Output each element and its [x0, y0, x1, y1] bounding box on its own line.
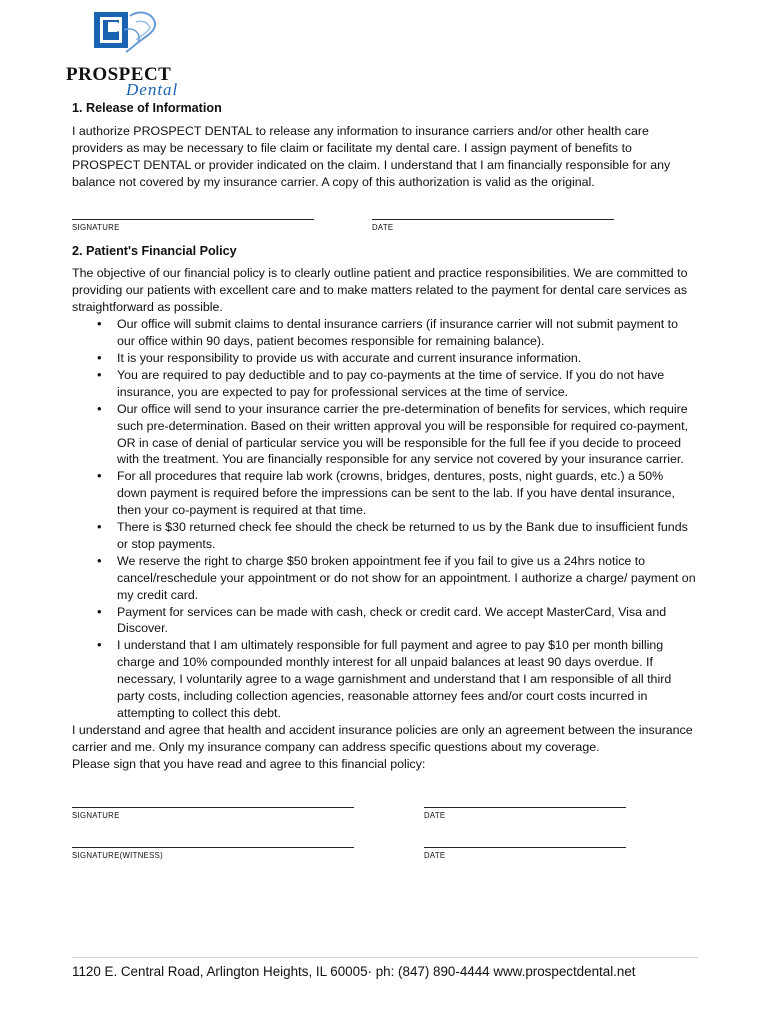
release-signature-label: SIGNATURE	[72, 222, 120, 232]
insurance-agreement-text: I understand and agree that health and accident insurance policies are only an agreement between the insurance carrier and me. Only my insurance company can address specific questions about my coverage.	[72, 722, 693, 754]
policy-bullet-list	[72, 316, 696, 722]
policy-signature-line[interactable]	[72, 795, 354, 808]
financial-policy-intro: The objective of our financial policy is to clearly outline patient and practice responsibilities. We are committed to providing our patients with excellent care and to make matters related to the payment for dental care services as straightforward as possible.	[72, 266, 688, 315]
policy-bullet: • Our office will send to your insurance carrier the pre-determination of benefits for services, which require such pre-determination. Based on their written approval you will be responsible for required co-payment, OR in case of denial of particular service you will be responsible for the full fee if you decide to proceed with the treatment. You are financially responsible for any service not covered by your insurance carrier.	[117, 401, 696, 469]
witness-date-line[interactable]	[424, 835, 626, 848]
policy-bullet: • We reserve the right to charge $50 broken appointment fee if you fail to give us a 24hrs notice to cancel/reschedule your appointment or do not show for an appointment. I authorize a charge/ payment on my credit card.	[117, 553, 696, 604]
logo-brand-subtitle: Dental	[126, 80, 179, 99]
release-signature-line[interactable]	[72, 207, 314, 220]
policy-bullet: • Our office will submit claims to dental insurance carriers (if insurance carrier will not submit payment to our office within 90 days, patient becomes responsible for remaining balance).	[117, 316, 696, 350]
release-signature-row	[72, 207, 696, 237]
footer-divider	[72, 957, 698, 958]
policy-bullet: • For all procedures that require lab work (crowns, bridges, dentures, posts, night guards, etc.) a 50% down payment is required before the impressions can be sent to the lab. If you have dental insurance, then your co-payment is required at that time.	[117, 468, 696, 519]
policy-bullet: • I understand that I am ultimately responsible for full payment and agree to pay $10 per month billing charge and 10% compounded monthly interest for all unpaid balances at least 90 days overdue. If necessary, I voluntarily agree to a wage garnishment and understand that I am responsible of all third party costs, including collection agencies, reasonable attorney fees and/or court costs incurred in attempting to collect this debt.	[117, 637, 696, 722]
policy-bullet: • It is your responsibility to provide us with accurate and current insurance information.	[117, 350, 696, 367]
release-authorization-text: I authorize PROSPECT DENTAL to release any information to insurance carriers and/or other health care providers as may be necessary to file claim or facilitate my dental care. I assign payment of benefits to PROSPECT DENTAL or provider indicated on the claim. I understand that I am financially responsible for any balance not covered by my insurance carrier. A copy of this authorization is valid as the original.	[72, 123, 671, 189]
witness-signature-label: SIGNATURE(WITNESS)	[72, 850, 164, 860]
prospect-dental-logo	[64, 10, 194, 99]
footer-contact: 1120 E. Central Road, Arlington Heights, IL 60005· ph: (847) 890-4444 www.prospectdental.net	[72, 964, 636, 979]
policy-signature-row	[72, 795, 696, 827]
sign-prompt: Please sign that you have read and agree to this financial policy:	[72, 756, 426, 771]
section2-heading: 2. Patient's Financial Policy	[72, 243, 237, 258]
policy-date-label: DATE	[424, 810, 446, 820]
document-body	[72, 100, 696, 867]
policy-bullet: • Payment for services can be made with cash, check or credit card. We accept MasterCard, Visa and Discover.	[117, 604, 696, 638]
logo-brand-name: PROSPECT	[66, 64, 172, 85]
witness-signature-line[interactable]	[72, 835, 354, 848]
tooth-logo-icon	[94, 10, 164, 56]
witness-date-label: DATE	[424, 850, 446, 860]
witness-signature-row	[72, 835, 696, 867]
policy-bullet: • There is $30 returned check fee should the check be returned to us by the Bank due to insufficient funds or stop payments.	[117, 519, 696, 553]
section1-heading: 1. Release of Information	[72, 101, 222, 115]
release-date-line[interactable]	[372, 207, 614, 220]
policy-bullet: • You are required to pay deductible and to pay co-payments at the time of service. If you do not have insurance, you are expected to pay for professional services at the time of service.	[117, 367, 696, 401]
policy-signature-label: SIGNATURE	[72, 810, 120, 820]
release-date-label: DATE	[372, 222, 394, 232]
policy-date-line[interactable]	[424, 795, 626, 808]
